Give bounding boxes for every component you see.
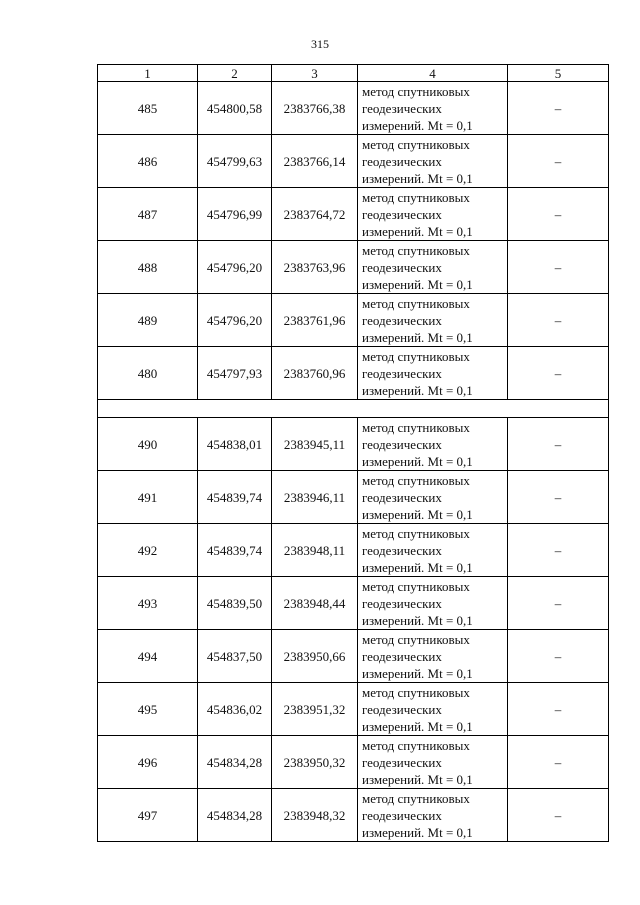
y-coordinate-cell: 2383945,11 (272, 418, 358, 471)
point-number-cell: 492 (98, 524, 198, 577)
method-line: измерений. Mt = 0,1 (362, 718, 473, 734)
y-coordinate-cell: 2383951,32 (272, 683, 358, 736)
table-row (98, 471, 609, 524)
method-line: геодезических (362, 807, 442, 823)
table-header-row (98, 65, 609, 82)
column-header: 3 (272, 65, 358, 82)
coordinates-table (97, 64, 609, 842)
method-line: метод спутниковых (362, 631, 470, 647)
y-coordinate-cell: 2383764,72 (272, 188, 358, 241)
coordinates-table-body (98, 65, 609, 842)
page-number: 315 (311, 37, 329, 51)
method-line: геодезических (362, 100, 442, 116)
method-line: геодезических (362, 489, 442, 505)
x-coordinate-cell: 454839,74 (198, 524, 272, 577)
method-line: геодезических (362, 206, 442, 222)
y-coordinate-cell: 2383946,11 (272, 471, 358, 524)
method-cell (358, 577, 508, 630)
y-coordinate-cell: 2383763,96 (272, 241, 358, 294)
x-coordinate-cell: 454796,99 (198, 188, 272, 241)
x-coordinate-cell: 454836,02 (198, 683, 272, 736)
point-number-cell: 485 (98, 82, 198, 135)
method-cell (358, 471, 508, 524)
note-cell: – (508, 418, 609, 471)
table-row (98, 524, 609, 577)
method-cell (358, 188, 508, 241)
point-number-cell: 493 (98, 577, 198, 630)
method-line: геодезических (362, 365, 442, 381)
note-cell: – (508, 683, 609, 736)
method-line: измерений. Mt = 0,1 (362, 382, 473, 398)
y-coordinate-cell: 2383948,11 (272, 524, 358, 577)
method-line: измерений. Mt = 0,1 (362, 223, 473, 239)
table-row (98, 789, 609, 842)
method-cell (358, 524, 508, 577)
method-cell (358, 294, 508, 347)
method-line: метод спутниковых (362, 578, 470, 594)
x-coordinate-cell: 454837,50 (198, 630, 272, 683)
point-number-cell: 495 (98, 683, 198, 736)
y-coordinate-cell: 2383948,44 (272, 577, 358, 630)
method-cell (358, 789, 508, 842)
method-line: метод спутниковых (362, 242, 470, 258)
method-line: метод спутниковых (362, 525, 470, 541)
method-line: метод спутниковых (362, 189, 470, 205)
y-coordinate-cell: 2383950,32 (272, 736, 358, 789)
method-line: геодезических (362, 754, 442, 770)
point-number-cell: 487 (98, 188, 198, 241)
point-number-cell: 489 (98, 294, 198, 347)
note-cell: – (508, 241, 609, 294)
method-line: метод спутниковых (362, 790, 470, 806)
method-line: метод спутниковых (362, 472, 470, 488)
point-number-cell: 488 (98, 241, 198, 294)
column-header: 4 (358, 65, 508, 82)
method-line: метод спутниковых (362, 83, 470, 99)
method-line: измерений. Mt = 0,1 (362, 771, 473, 787)
method-line: метод спутниковых (362, 295, 470, 311)
y-coordinate-cell: 2383948,32 (272, 789, 358, 842)
method-line: измерений. Mt = 0,1 (362, 506, 473, 522)
note-cell: – (508, 471, 609, 524)
y-coordinate-cell: 2383766,14 (272, 135, 358, 188)
method-line: метод спутниковых (362, 737, 470, 753)
method-line: измерений. Mt = 0,1 (362, 117, 473, 133)
column-header: 1 (98, 65, 198, 82)
column-header: 5 (508, 65, 609, 82)
note-cell: – (508, 577, 609, 630)
group-separator-row (98, 400, 609, 418)
note-cell: – (508, 347, 609, 400)
method-line: измерений. Mt = 0,1 (362, 824, 473, 840)
x-coordinate-cell: 454797,93 (198, 347, 272, 400)
method-line: геодезических (362, 542, 442, 558)
point-number-cell: 497 (98, 789, 198, 842)
note-cell: – (508, 294, 609, 347)
method-cell (358, 347, 508, 400)
point-number-cell: 480 (98, 347, 198, 400)
method-line: измерений. Mt = 0,1 (362, 612, 473, 628)
point-number-cell: 496 (98, 736, 198, 789)
table-row (98, 736, 609, 789)
point-number-cell: 490 (98, 418, 198, 471)
y-coordinate-cell: 2383761,96 (272, 294, 358, 347)
x-coordinate-cell: 454839,50 (198, 577, 272, 630)
method-line: геодезических (362, 436, 442, 452)
table-row (98, 82, 609, 135)
column-header: 2 (198, 65, 272, 82)
method-line: измерений. Mt = 0,1 (362, 453, 473, 469)
method-cell (358, 135, 508, 188)
method-cell (358, 82, 508, 135)
method-cell (358, 630, 508, 683)
point-number-cell: 491 (98, 471, 198, 524)
method-line: измерений. Mt = 0,1 (362, 665, 473, 681)
table-row (98, 418, 609, 471)
table-row (98, 294, 609, 347)
y-coordinate-cell: 2383760,96 (272, 347, 358, 400)
table-row (98, 577, 609, 630)
method-line: измерений. Mt = 0,1 (362, 329, 473, 345)
method-line: геодезических (362, 312, 442, 328)
x-coordinate-cell: 454834,28 (198, 789, 272, 842)
method-cell (358, 241, 508, 294)
x-coordinate-cell: 454799,63 (198, 135, 272, 188)
method-line: метод спутниковых (362, 419, 470, 435)
method-cell (358, 683, 508, 736)
note-cell: – (508, 524, 609, 577)
method-line: геодезических (362, 259, 442, 275)
y-coordinate-cell: 2383950,66 (272, 630, 358, 683)
note-cell: – (508, 82, 609, 135)
table-row (98, 135, 609, 188)
method-line: метод спутниковых (362, 348, 470, 364)
x-coordinate-cell: 454796,20 (198, 241, 272, 294)
x-coordinate-cell: 454838,01 (198, 418, 272, 471)
x-coordinate-cell: 454796,20 (198, 294, 272, 347)
table-row (98, 241, 609, 294)
method-line: измерений. Mt = 0,1 (362, 170, 473, 186)
note-cell: – (508, 135, 609, 188)
method-cell (358, 736, 508, 789)
method-line: метод спутниковых (362, 684, 470, 700)
note-cell: – (508, 188, 609, 241)
table-row (98, 683, 609, 736)
method-line: геодезических (362, 701, 442, 717)
method-cell (358, 418, 508, 471)
method-line: геодезических (362, 648, 442, 664)
note-cell: – (508, 736, 609, 789)
method-line: измерений. Mt = 0,1 (362, 559, 473, 575)
method-line: измерений. Mt = 0,1 (362, 276, 473, 292)
note-cell: – (508, 789, 609, 842)
table-row (98, 630, 609, 683)
note-cell: – (508, 630, 609, 683)
method-line: метод спутниковых (362, 136, 470, 152)
point-number-cell: 494 (98, 630, 198, 683)
x-coordinate-cell: 454834,28 (198, 736, 272, 789)
group-separator-cell (98, 400, 609, 418)
x-coordinate-cell: 454800,58 (198, 82, 272, 135)
table-row (98, 188, 609, 241)
method-line: геодезических (362, 153, 442, 169)
x-coordinate-cell: 454839,74 (198, 471, 272, 524)
method-line: геодезических (362, 595, 442, 611)
y-coordinate-cell: 2383766,38 (272, 82, 358, 135)
table-row (98, 347, 609, 400)
point-number-cell: 486 (98, 135, 198, 188)
